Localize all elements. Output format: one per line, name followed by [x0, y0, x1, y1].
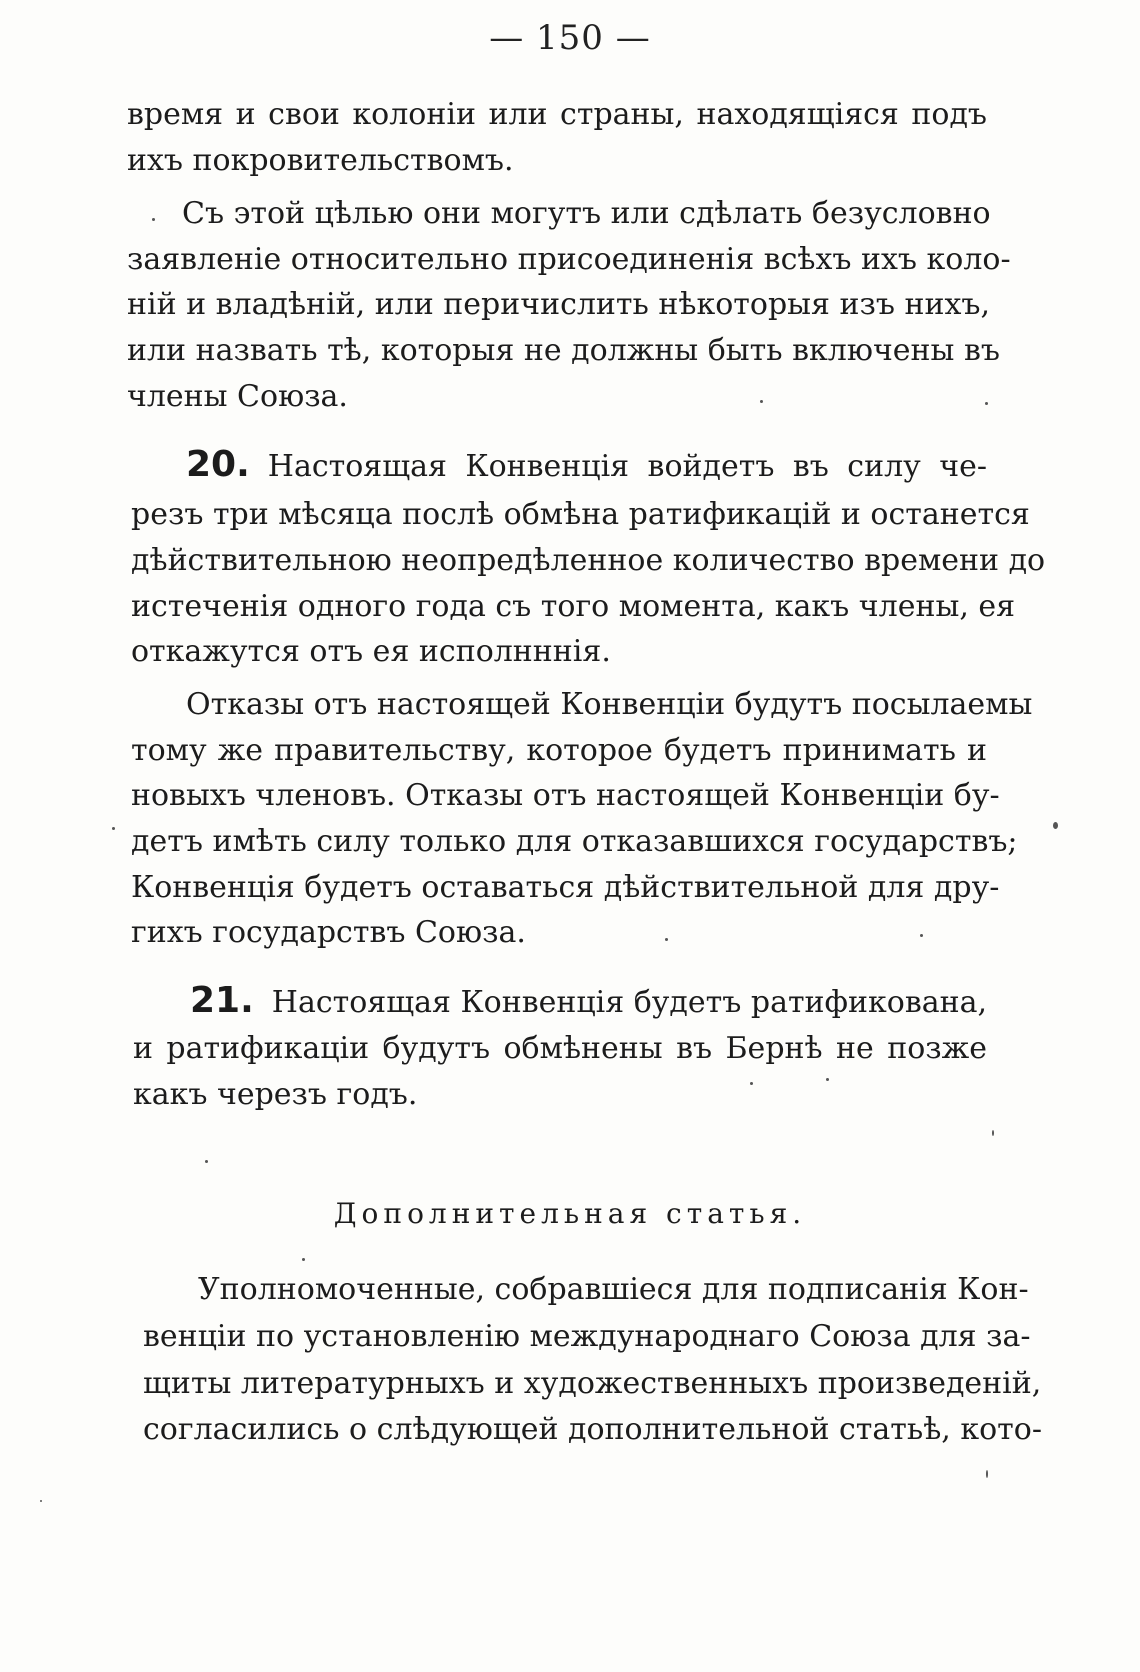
text-line: детъ имѣть силу только для отказавшихся государствъ; [131, 824, 1018, 859]
text-line: дѣйствительною неопредѣленное количество времени до [131, 543, 1046, 578]
scan-speck [920, 934, 923, 937]
text-line: тому же правительству, которое будетъ принимать и [131, 733, 987, 768]
scan-speck [986, 1470, 988, 1478]
scan-speck [205, 1160, 208, 1163]
text-line: Съ этой цѣлью они могутъ или сдѣлать безусловно [182, 196, 991, 231]
text-line: ній и владѣній, или перичислить нѣкоторыя изъ нихъ, [127, 287, 990, 322]
text-line: новыхъ членовъ. Отказы отъ настоящей Конвенціи бу- [131, 778, 1000, 813]
article-number: 21. [190, 980, 254, 1021]
text-line: Отказы отъ настоящей Конвенціи будутъ посылаемы [186, 687, 1033, 722]
scan-speck [112, 827, 115, 830]
scan-speck [302, 1258, 305, 1261]
scan-speck [750, 1082, 753, 1085]
text-line: и ратификаціи будутъ обмѣнены въ Бернѣ не позже [133, 1031, 987, 1066]
scan-speck [1053, 822, 1058, 829]
text-line: заявленіе относительно присоединенія всѣхъ ихъ коло- [127, 242, 1011, 277]
text-line: или назвать тѣ, которыя не должны быть включены въ [127, 333, 1000, 368]
scan-speck [992, 1130, 994, 1136]
text-line: гихъ государствъ Союза. [131, 915, 526, 950]
page-number: — 150 — [489, 18, 651, 58]
text-line: время и свои колоніи или страны, находящіяся подъ [127, 97, 987, 132]
text-line: откажутся отъ ея исполнннія. [131, 634, 611, 669]
text-line: резъ три мѣсяца послѣ обмѣна ратификацій и останется [131, 497, 1030, 532]
text-line: щиты литературныхъ и художественныхъ произведеній, [143, 1366, 1042, 1401]
text-line: истеченія одного года съ того момента, какъ члены, ея [131, 589, 1016, 624]
text-line: согласились о слѣдующей дополнительной статьѣ, кото- [143, 1412, 1042, 1447]
text-line: венціи по установленію международнаго Союза для за- [143, 1319, 1031, 1354]
section-heading: Дополнительная статья. [333, 1197, 807, 1230]
text-line: Настоящая Конвенція будетъ ратификована, [271, 985, 988, 1020]
text-line: члены Союза. [127, 379, 348, 414]
text-line: Уполномоченные, собравшіеся для подписанія Кон- [198, 1272, 1029, 1307]
scan-speck [665, 938, 668, 941]
text-line: Настоящая Конвенція войдетъ въ силу че- [267, 449, 987, 484]
text-line: ихъ покровительствомъ. [127, 143, 514, 178]
text-line: какъ черезъ годъ. [133, 1077, 418, 1112]
article-first-line [186, 444, 987, 485]
scan-speck [985, 402, 988, 405]
scan-speck [826, 1078, 829, 1081]
scan-speck [152, 218, 155, 221]
text-line: Конвенція будетъ оставаться дѣйствительной для дру- [131, 870, 1000, 905]
scan-speck [760, 400, 763, 403]
article-number: 20. [186, 444, 250, 485]
article-first-line [190, 980, 988, 1021]
scan-speck [40, 1500, 42, 1502]
